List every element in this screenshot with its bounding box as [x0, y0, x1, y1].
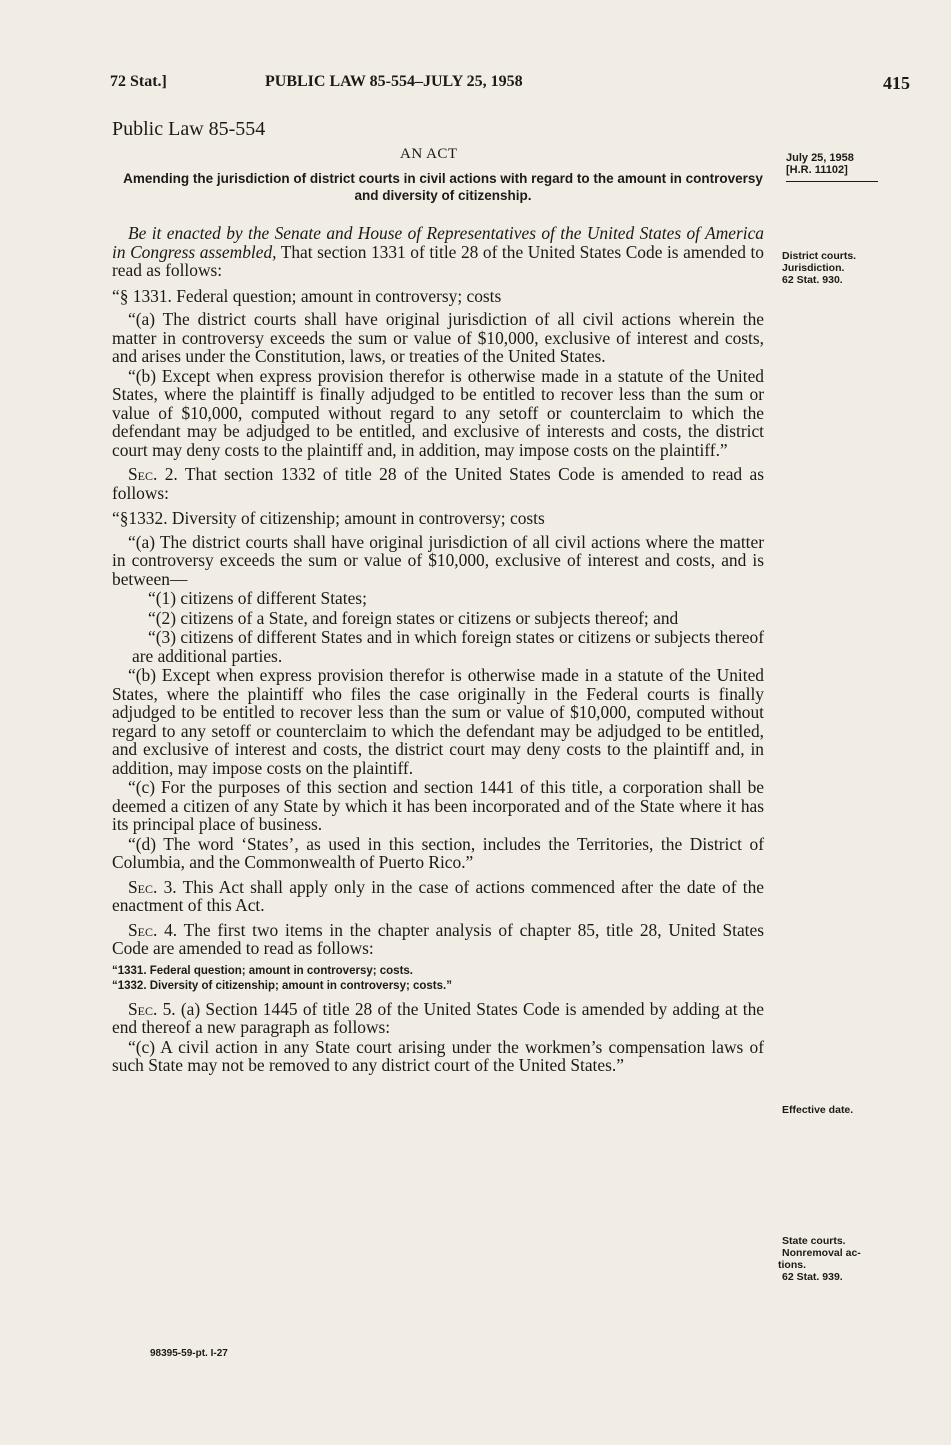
enacting-text: That section 1331 of title 28 of the United States Code is amended to read as follows: [112, 241, 764, 280]
page-number: 415 [883, 73, 910, 93]
chapter-analysis-item: “1332. Diversity of citizenship; amount in controversy; costs.” [112, 979, 452, 992]
margin-date-note [786, 152, 878, 182]
section-text: The first two items in the chapter analysis of chapter 85, title 28, United States Code are amended to read as follows: [112, 919, 764, 958]
margin-note-line: Jurisdiction. [782, 262, 845, 274]
section-3 [112, 878, 764, 915]
bill-number: [H.R. 11102] [786, 164, 848, 176]
chapter-analysis-items [112, 964, 764, 994]
margin-note-line: tions. [778, 1259, 806, 1271]
section-1445-c: “(c) A civil action in any State court arising under the workmen’s compensation laws of such State may not be removed to any district court of the United States.” [112, 1036, 764, 1075]
margin-note-line: 62 Stat. 939. [782, 1271, 843, 1283]
margin-note-effective-date [782, 1104, 912, 1116]
section-1332-b: “(b) Except when express provision therefor is otherwise made in a statute of the United States, where the plaintiff who files the case originally in the Federal courts is finally adjudged to be entitled to recover less than the sum or value of $10,000, computed without regard to any setoff or counterclaim to which the defendant may be adjudged to be entitled, and exclusive of interest and costs, the district court may deny costs to the plaintiff and, in addition, may impose costs on the plaintiff. [112, 665, 764, 778]
enactment-date: July 25, 1958 [786, 152, 854, 164]
enacting-formula: Be it enacted by the Senate and House of Representatives of the United States of America in Congress assembled, [112, 223, 764, 262]
section-label: Sec. 3. [128, 876, 177, 897]
section-1332-a1: “(1) citizens of different States; [148, 588, 367, 608]
margin-note-line: Nonremoval ac- [782, 1247, 861, 1259]
margin-note-state-courts [778, 1235, 908, 1283]
section-1331-a: “(a) The district courts shall have original jurisdiction of all civil actions wherein the matter in controversy exceeds the sum or value of $10,000, exclusive of interest and costs, and arises under the Constitution, laws, or treaties of the United States. [112, 309, 764, 366]
margin-note-line: District courts. [782, 250, 857, 262]
margin-note-line: State courts. [782, 1235, 846, 1247]
print-code: 98395-59-pt. I-27 [150, 1348, 228, 1359]
section-1332-d: “(d) The word ‘States’, as used in this section, includes the Territories, the District of Columbia, and the Commonwealth of Puerto Rico.” [112, 833, 764, 872]
enacting-clause [112, 224, 764, 280]
header-title: PUBLIC LAW 85-554–JULY 25, 1958 [265, 73, 523, 90]
section-1332-a: “(a) The district courts shall have original jurisdiction of all civil actions where the matter in controversy exceeds the sum or value of $10,000, exclusive of interest and costs, and is between— [112, 531, 764, 589]
section-label: Sec. 5. [128, 998, 176, 1019]
section-text: That section 1332 of title 28 of the United States Code is amended to read as follows: [112, 464, 764, 503]
section-4 [112, 921, 764, 958]
act-title: AN ACT [400, 146, 458, 162]
section-1331-heading: “§ 1331. Federal question; amount in controversy; costs [112, 285, 502, 306]
section-text: (a) Section 1445 of title 28 of the United States Code is amended by adding at the end thereof a new paragraph as follows: [112, 998, 765, 1037]
section-1331-b: “(b) Except when express provision therefor is otherwise made in a statute of the United States, where the plaintiff is finally adjudged to be entitled to recover less than the sum or value of $10,000, computed without regard to any setoff or counterclaim to which the defendant may be adjudged to be entitled, and exclusive of interests and costs, the district court may deny costs to the plaintiff and, in addition, may impose costs on the plaintiff.” [112, 365, 764, 460]
volume-reference: 72 Stat.] [110, 73, 167, 90]
section-1332-c: “(c) For the purposes of this section and section 1441 of this title, a corporation shall be deemed a citizen of any State by which it has been incorporated and of the State where it has its principal place of business. [112, 777, 764, 834]
section-1332-a2: “(2) citizens of a State, and foreign states or citizens or subjects thereof; and [148, 607, 679, 628]
margin-note-line: Effective date. [782, 1104, 854, 1116]
section-label: Sec. 4. [128, 919, 178, 940]
section-1332-heading: “§1332. Diversity of citizenship; amount in controversy; costs [112, 508, 545, 528]
margin-note-district-courts [782, 250, 912, 286]
section-1332-a3: “(3) citizens of different States and in which foreign states or citizens or subjects thereof are additional parties. [132, 627, 764, 666]
section-2 [112, 465, 764, 502]
chapter-analysis-item: “1331. Federal question; amount in controversy; costs. [112, 964, 413, 977]
statute-body [112, 224, 764, 1076]
section-text: This Act shall apply only in the case of actions commenced after the date of the enactment of this Act. [112, 876, 765, 915]
section-label: Sec. 2. [128, 464, 178, 484]
act-subtitle: Amending the jurisdiction of district courts in civil actions with regard to the amount in controversy and diversity of citizenship. [123, 171, 763, 203]
law-label: Public Law 85-554 [112, 118, 266, 140]
running-header [110, 73, 910, 97]
margin-note-line: 62 Stat. 930. [782, 274, 843, 286]
section-5 [112, 1000, 764, 1037]
